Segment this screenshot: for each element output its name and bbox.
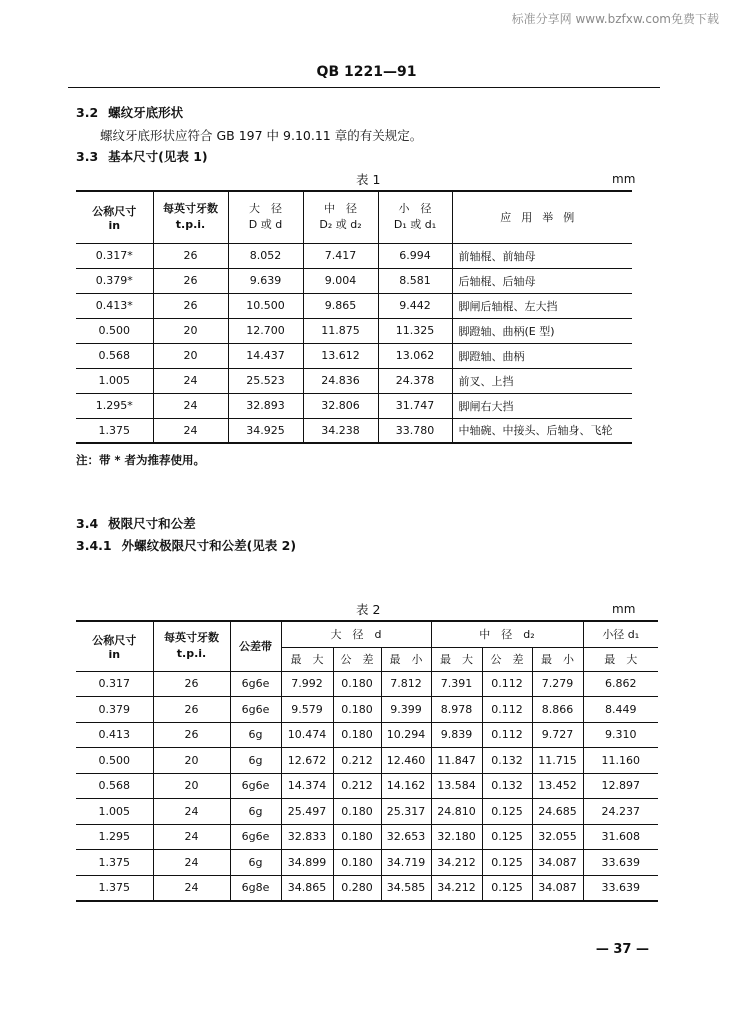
cell-d-min: 10.294: [381, 722, 431, 748]
header-major-max: 最 大: [281, 647, 333, 671]
cell-d-max: 34.865: [281, 875, 333, 901]
cell-nominal: 0.568: [76, 343, 153, 368]
cell-d2-max: 11.847: [431, 748, 482, 774]
cell-minor: 33.780: [378, 418, 452, 443]
cell-usage: 脚闸右大挡: [452, 393, 632, 418]
table-2-row: [76, 824, 658, 850]
cell-minor: 31.747: [378, 393, 452, 418]
cell-tpi: 24: [153, 824, 230, 850]
cell-d-max: 25.497: [281, 799, 333, 825]
cell-d-min: 34.719: [381, 850, 431, 876]
table-2-row: [76, 697, 658, 723]
header-pitch-min: 最 小: [532, 647, 583, 671]
cell-usage: 中轴碗、中接头、后轴身、飞轮: [452, 418, 632, 443]
cell-usage: 后轴棍、后轴母: [452, 268, 632, 293]
cell-usage: 前轴棍、前轴母: [452, 243, 632, 268]
table-1-row: [76, 293, 632, 318]
header-nominal: 公称尺寸 in: [76, 621, 153, 671]
cell-nominal: 1.295: [76, 824, 153, 850]
standard-header: QB 1221—91: [316, 64, 417, 80]
cell-d-max: 14.374: [281, 773, 333, 799]
cell-d1-max: 6.862: [583, 671, 658, 697]
cell-tpi: 20: [153, 773, 230, 799]
header-major-diameter: 大 径 d: [281, 621, 431, 647]
cell-pitch: 9.865: [303, 293, 378, 318]
header-rule: [68, 87, 660, 88]
section-3-3-heading: [76, 147, 208, 165]
table-2-unit: mm: [612, 602, 636, 616]
cell-d1-max: 8.449: [583, 697, 658, 723]
table-1: [76, 190, 632, 444]
table-1-unit: mm: [612, 172, 636, 186]
cell-pitch: 32.806: [303, 393, 378, 418]
section-number: 3.2: [76, 105, 99, 120]
cell-zone: 6g8e: [230, 875, 281, 901]
cell-d2-max: 7.391: [431, 671, 482, 697]
cell-d-tol: 0.212: [333, 773, 381, 799]
cell-d-max: 32.833: [281, 824, 333, 850]
cell-major: 25.523: [228, 368, 303, 393]
cell-tpi: 26: [153, 268, 228, 293]
cell-d-min: 12.460: [381, 748, 431, 774]
cell-d-max: 10.474: [281, 722, 333, 748]
header-pitch-max: 最 大: [431, 647, 482, 671]
cell-tpi: 24: [153, 875, 230, 901]
cell-pitch: 24.836: [303, 368, 378, 393]
cell-d-tol: 0.180: [333, 850, 381, 876]
cell-d2-min: 13.452: [532, 773, 583, 799]
section-title: 螺纹牙底形状: [108, 105, 184, 120]
cell-d-tol: 0.212: [333, 748, 381, 774]
table-1-row: [76, 393, 632, 418]
cell-nominal: 0.568: [76, 773, 153, 799]
cell-d2-tol: 0.125: [482, 875, 532, 901]
cell-pitch: 11.875: [303, 318, 378, 343]
cell-d2-tol: 0.112: [482, 671, 532, 697]
header-major-tol: 公 差: [333, 647, 381, 671]
cell-d1-max: 12.897: [583, 773, 658, 799]
cell-minor: 9.442: [378, 293, 452, 318]
cell-nominal: 0.379*: [76, 268, 153, 293]
table-2-row: [76, 671, 658, 697]
cell-zone: 6g: [230, 748, 281, 774]
cell-d2-tol: 0.125: [482, 799, 532, 825]
cell-tpi: 26: [153, 671, 230, 697]
cell-zone: 6g6e: [230, 671, 281, 697]
cell-nominal: 1.005: [76, 799, 153, 825]
cell-tpi: 26: [153, 722, 230, 748]
cell-tpi: 26: [153, 293, 228, 318]
cell-d2-max: 32.180: [431, 824, 482, 850]
cell-d2-max: 9.839: [431, 722, 482, 748]
cell-d-tol: 0.180: [333, 799, 381, 825]
cell-d-max: 9.579: [281, 697, 333, 723]
cell-d2-min: 24.685: [532, 799, 583, 825]
table-2-header-row-1: [76, 621, 658, 647]
cell-d2-max: 13.584: [431, 773, 482, 799]
cell-nominal: 0.413: [76, 722, 153, 748]
table-1-row: [76, 418, 632, 443]
section-3-2-heading: [76, 103, 183, 121]
cell-tpi: 24: [153, 393, 228, 418]
cell-d2-max: 8.978: [431, 697, 482, 723]
cell-d1-max: 33.639: [583, 875, 658, 901]
table-1-row: [76, 268, 632, 293]
cell-pitch: 13.612: [303, 343, 378, 368]
cell-nominal: 1.005: [76, 368, 153, 393]
cell-zone: 6g: [230, 850, 281, 876]
header-nominal: 公称尺寸 in: [76, 191, 153, 243]
header-major-min: 最 小: [381, 647, 431, 671]
cell-d-min: 32.653: [381, 824, 431, 850]
section-number: 3.4: [76, 516, 99, 531]
table-2-row: [76, 850, 658, 876]
cell-nominal: 0.317: [76, 671, 153, 697]
cell-major: 12.700: [228, 318, 303, 343]
table-2-row: [76, 875, 658, 901]
cell-pitch: 7.417: [303, 243, 378, 268]
table-2-caption: 表 2: [356, 602, 381, 617]
cell-pitch: 9.004: [303, 268, 378, 293]
cell-minor: 24.378: [378, 368, 452, 393]
cell-nominal: 0.500: [76, 748, 153, 774]
cell-nominal: 0.413*: [76, 293, 153, 318]
cell-d1-max: 24.237: [583, 799, 658, 825]
cell-pitch: 34.238: [303, 418, 378, 443]
cell-d1-max: 31.608: [583, 824, 658, 850]
cell-d2-tol: 0.125: [482, 824, 532, 850]
cell-d-tol: 0.280: [333, 875, 381, 901]
cell-major: 34.925: [228, 418, 303, 443]
table-2-row: [76, 799, 658, 825]
header-pitch-tol: 公 差: [482, 647, 532, 671]
cell-minor: 11.325: [378, 318, 452, 343]
cell-d-min: 34.585: [381, 875, 431, 901]
table-1-row: [76, 243, 632, 268]
cell-d2-min: 34.087: [532, 875, 583, 901]
cell-d-max: 12.672: [281, 748, 333, 774]
cell-nominal: 0.500: [76, 318, 153, 343]
cell-zone: 6g: [230, 722, 281, 748]
cell-d2-tol: 0.125: [482, 850, 532, 876]
cell-d-max: 7.992: [281, 671, 333, 697]
cell-d2-max: 24.810: [431, 799, 482, 825]
cell-nominal: 1.375: [76, 850, 153, 876]
table-2-row: [76, 722, 658, 748]
table-1-caption: 表 1: [356, 172, 381, 187]
section-number: 3.3: [76, 149, 99, 164]
cell-d2-tol: 0.132: [482, 773, 532, 799]
cell-zone: 6g6e: [230, 824, 281, 850]
section-3-4-heading: [76, 514, 196, 532]
cell-tpi: 26: [153, 697, 230, 723]
cell-d2-max: 34.212: [431, 850, 482, 876]
cell-usage: 脚蹬轴、曲柄(E 型): [452, 318, 632, 343]
cell-d-min: 9.399: [381, 697, 431, 723]
cell-nominal: 1.375: [76, 875, 153, 901]
cell-tpi: 24: [153, 368, 228, 393]
header-minor-max: 最 大: [583, 647, 658, 671]
cell-d2-min: 9.727: [532, 722, 583, 748]
cell-d-tol: 0.180: [333, 722, 381, 748]
cell-usage: 脚蹬轴、曲柄: [452, 343, 632, 368]
table-1-row: [76, 368, 632, 393]
cell-d-min: 14.162: [381, 773, 431, 799]
header-minor-diameter: 小径 d₁: [583, 621, 658, 647]
cell-minor: 6.994: [378, 243, 452, 268]
table-1-row: [76, 343, 632, 368]
cell-d2-tol: 0.112: [482, 697, 532, 723]
table-2: [76, 620, 658, 902]
cell-tpi: 24: [153, 799, 230, 825]
cell-d2-tol: 0.112: [482, 722, 532, 748]
cell-zone: 6g6e: [230, 697, 281, 723]
table-1-note: 注：带 * 者为推荐使用。: [76, 453, 206, 467]
cell-tpi: 20: [153, 748, 230, 774]
section-3-2-body: 螺纹牙底形状应符合 GB 197 中 9.10.11 章的有关规定。: [100, 128, 423, 143]
cell-major: 8.052: [228, 243, 303, 268]
cell-major: 10.500: [228, 293, 303, 318]
cell-d1-max: 33.639: [583, 850, 658, 876]
section-number: 3.4.1: [76, 538, 112, 553]
cell-d1-max: 9.310: [583, 722, 658, 748]
cell-tpi: 20: [153, 318, 228, 343]
header-tpi: 每英寸牙数 t.p.i.: [153, 621, 230, 671]
header-pitch-diameter: 中 径 d₂: [431, 621, 583, 647]
cell-d2-min: 32.055: [532, 824, 583, 850]
cell-d2-min: 7.279: [532, 671, 583, 697]
table-1-header-row: [76, 191, 632, 243]
cell-d2-tol: 0.132: [482, 748, 532, 774]
watermark-text: 标准分享网 www.bzfxw.com免费下载: [511, 12, 719, 26]
cell-d-tol: 0.180: [333, 697, 381, 723]
cell-d1-max: 11.160: [583, 748, 658, 774]
header-tpi: 每英寸牙数 t.p.i.: [153, 191, 228, 243]
cell-major: 14.437: [228, 343, 303, 368]
cell-tpi: 26: [153, 243, 228, 268]
page-number: — 37 —: [595, 942, 649, 957]
cell-d2-min: 8.866: [532, 697, 583, 723]
cell-d-tol: 0.180: [333, 824, 381, 850]
header-usage: 应用举例: [452, 191, 632, 243]
cell-nominal: 0.379: [76, 697, 153, 723]
cell-zone: 6g: [230, 799, 281, 825]
cell-tpi: 20: [153, 343, 228, 368]
cell-major: 32.893: [228, 393, 303, 418]
cell-d2-min: 11.715: [532, 748, 583, 774]
cell-nominal: 1.375: [76, 418, 153, 443]
section-title: 极限尺寸和公差: [108, 516, 196, 531]
table-1-row: [76, 318, 632, 343]
table-2-row: [76, 773, 658, 799]
section-3-4-1-heading: [76, 536, 296, 554]
header-major-diameter: 大 径 D 或 d: [228, 191, 303, 243]
cell-minor: 13.062: [378, 343, 452, 368]
cell-nominal: 0.317*: [76, 243, 153, 268]
cell-d2-min: 34.087: [532, 850, 583, 876]
cell-d-tol: 0.180: [333, 671, 381, 697]
cell-major: 9.639: [228, 268, 303, 293]
cell-tpi: 24: [153, 850, 230, 876]
section-title: 基本尺寸(见表 1): [108, 149, 208, 164]
cell-d-min: 7.812: [381, 671, 431, 697]
cell-usage: 脚闸后轴棍、左大挡: [452, 293, 632, 318]
cell-d2-max: 34.212: [431, 875, 482, 901]
cell-tpi: 24: [153, 418, 228, 443]
header-minor-diameter: 小 径 D₁ 或 d₁: [378, 191, 452, 243]
header-pitch-diameter: 中 径 D₂ 或 d₂: [303, 191, 378, 243]
cell-minor: 8.581: [378, 268, 452, 293]
cell-nominal: 1.295*: [76, 393, 153, 418]
section-title: 外螺纹极限尺寸和公差(见表 2): [121, 538, 297, 553]
cell-d-min: 25.317: [381, 799, 431, 825]
table-2-row: [76, 748, 658, 774]
cell-zone: 6g6e: [230, 773, 281, 799]
header-tolerance-zone: 公差带: [230, 621, 281, 671]
cell-d-max: 34.899: [281, 850, 333, 876]
cell-usage: 前叉、上挡: [452, 368, 632, 393]
